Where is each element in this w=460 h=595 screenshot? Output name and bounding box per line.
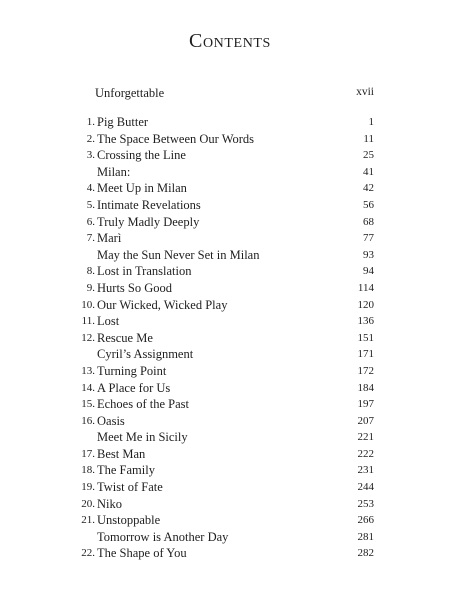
chapter-number: 2. [86,132,95,145]
page-number: 282 [357,547,374,560]
page-number: 244 [357,481,374,494]
chapter-number: 9. [86,281,95,294]
toc-entry[interactable] [0,413,460,430]
toc-entry[interactable] [0,313,460,330]
chapter-title: Crossing the Line [97,148,186,163]
chapter-title: Lost [97,314,120,329]
toc-entry[interactable] [0,479,460,496]
toc-intro-page: xvii [356,86,374,98]
chapter-title: Niko [97,496,122,511]
chapter-number: 10. [81,298,95,311]
chapter-number: 16. [81,414,95,427]
chapter-number: 18. [81,464,95,477]
toc-entry[interactable] [0,330,460,347]
page-number: 231 [357,464,374,477]
page-number: 151 [357,331,374,344]
chapter-title: Oasis [97,413,125,428]
chapter-number: 13. [81,364,95,377]
chapter-title: Cyril’s Assignment [97,347,194,362]
page-number: 56 [363,198,374,211]
chapter-title: May the Sun Never Set in Milan [97,247,260,262]
toc-entry[interactable] [0,380,460,397]
page-number: 207 [357,414,374,427]
page-number: 41 [363,165,374,178]
chapter-title: Meet Me in Sicily [97,430,188,445]
toc-entry[interactable] [0,512,460,529]
page-number: 77 [363,232,374,245]
chapter-number: 7. [86,232,95,245]
chapter-number: 21. [81,514,95,527]
page-number: 281 [357,530,374,543]
chapter-title: A Place for Us [97,380,171,395]
chapter-title: Truly Madly Deeply [97,214,200,229]
toc-entry[interactable] [0,280,460,297]
page-number: 1 [368,116,374,128]
toc-entry[interactable] [0,131,460,148]
chapter-title: Best Man [97,446,146,461]
chapter-number: 8. [86,265,95,278]
chapter-title: Intimate Revelations [97,197,201,212]
page-number: 68 [363,215,374,228]
chapter-title: Meet Up in Milan [97,181,187,196]
toc-entry[interactable] [0,297,460,314]
chapter-title: Milan: [97,164,131,179]
page-number: 172 [357,364,374,377]
chapter-number: 4. [86,182,95,195]
toc-entry[interactable] [0,396,460,413]
toc-entry[interactable] [0,114,460,131]
toc-entry[interactable] [0,529,460,546]
toc-intro-title: Unforgettable [95,86,165,100]
page-number: 171 [357,348,374,361]
chapter-title: Echoes of the Past [97,397,189,412]
page-number: 221 [357,431,374,444]
page-number: 42 [363,182,374,195]
chapter-number: 12. [81,331,95,344]
page-title: Contents [189,30,271,52]
toc-entry[interactable] [0,197,460,214]
chapter-title: Marì [97,231,122,246]
toc-entry[interactable] [0,545,460,562]
chapter-number: 5. [86,198,95,211]
page-number: 94 [363,265,374,278]
page-number: 25 [363,149,374,162]
chapter-title: Pig Butter [97,115,149,129]
chapter-number: 22. [81,547,95,560]
page-number: 222 [357,447,374,460]
toc-entry[interactable] [0,214,460,231]
chapter-title: Lost in Translation [97,264,192,279]
toc-entry[interactable] [0,462,460,479]
chapter-number: 3. [86,149,95,162]
toc-entry[interactable] [0,147,460,164]
chapter-number: 11. [81,315,95,328]
toc-entry[interactable] [0,263,460,280]
page-number: 253 [357,497,374,510]
toc-entry[interactable] [0,346,460,363]
chapter-title: The Family [97,463,155,478]
page-number: 266 [357,514,374,527]
chapter-title: Hurts So Good [97,280,173,295]
chapter-number: 19. [81,481,95,494]
chapter-title: Turning Point [97,363,167,378]
chapter-title: Unstoppable [97,513,161,528]
chapter-number: 20. [81,497,95,510]
toc-entry[interactable] [0,429,460,446]
table-of-contents [0,114,460,562]
page-number: 197 [357,398,374,411]
chapter-number: 1. [86,116,95,128]
page-number: 136 [357,315,374,328]
chapter-title: The Shape of You [97,546,187,561]
chapter-title: Our Wicked, Wicked Play [97,297,228,312]
chapter-number: 17. [81,447,95,460]
toc-entry[interactable] [0,446,460,463]
toc-entry[interactable] [0,230,460,247]
toc-entry[interactable] [0,164,460,181]
toc-entry[interactable] [0,363,460,380]
chapter-title: The Space Between Our Words [97,131,255,146]
chapter-title: Twist of Fate [97,480,163,495]
chapter-number: 6. [86,215,95,228]
page-number: 11 [363,132,374,145]
page-number: 184 [357,381,374,394]
page-number: 93 [363,248,374,261]
page-number: 114 [357,281,374,294]
chapter-title: Rescue Me [97,330,153,345]
chapter-title: Tomorrow is Another Day [97,529,229,544]
page-number: 120 [357,298,374,311]
toc-entry[interactable] [0,247,460,264]
toc-intro-row[interactable] [95,86,374,102]
chapter-number: 14. [81,381,95,394]
toc-entry[interactable] [0,496,460,513]
toc-entry[interactable] [0,180,460,197]
chapter-number: 15. [81,398,95,411]
